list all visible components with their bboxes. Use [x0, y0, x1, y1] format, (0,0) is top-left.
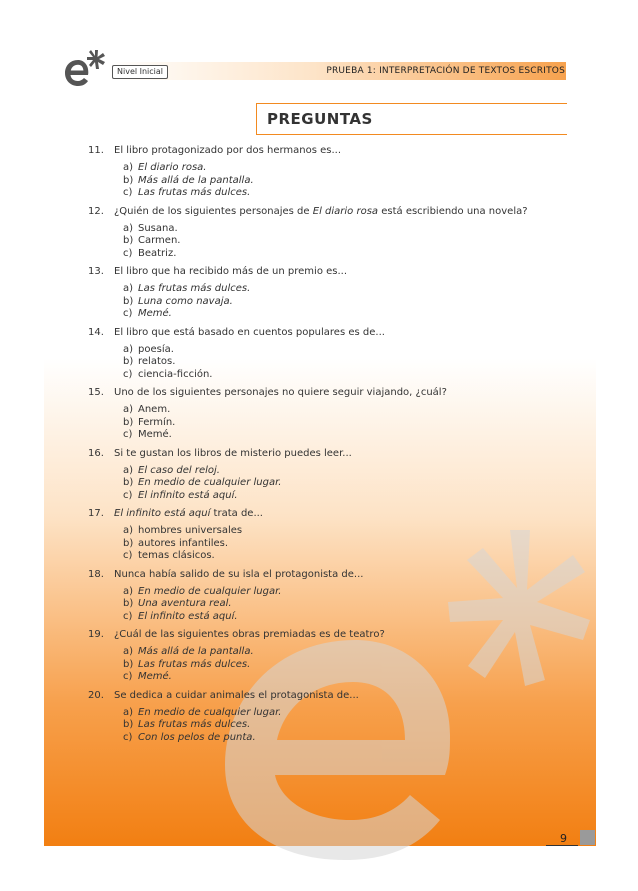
answer-option — [123, 598, 568, 611]
option-letter: b) — [123, 477, 134, 488]
option-text: El infinito está aquí. — [138, 610, 238, 622]
question-item — [88, 689, 568, 745]
answer-option — [123, 223, 568, 236]
answer-option — [123, 296, 568, 309]
answer-option — [123, 465, 568, 478]
edebe-logo-icon — [64, 48, 106, 88]
question-item — [88, 265, 568, 321]
question-list — [88, 144, 568, 749]
option-letter: b) — [123, 235, 134, 246]
question-item — [88, 205, 568, 261]
answer-option — [123, 586, 568, 599]
answer-option — [123, 538, 568, 551]
answer-options — [123, 162, 568, 200]
answer-option — [123, 308, 568, 321]
question-item — [88, 568, 568, 624]
option-letter: a) — [123, 404, 134, 415]
answer-option — [123, 235, 568, 248]
test-title: PRUEBA 1: INTERPRETACIÓN DE TEXTOS ESCRITOS — [326, 66, 565, 76]
option-text: relatos. — [138, 356, 176, 367]
question-text: trata de... — [210, 508, 263, 519]
option-text: Susana. — [138, 222, 178, 234]
option-text: El infinito está aquí. — [138, 489, 238, 501]
question-number: 14. — [88, 326, 104, 338]
question-number: 11. — [88, 145, 104, 156]
option-text: Las frutas más dulces. — [138, 283, 251, 294]
option-letter: a) — [123, 343, 134, 355]
page-number-marker — [580, 830, 595, 845]
option-letter: b) — [123, 719, 134, 730]
option-text: Memé. — [138, 308, 172, 319]
answer-option — [123, 248, 568, 261]
level-badge: Nivel Inicial — [112, 65, 168, 79]
question-row — [88, 205, 568, 218]
answer-option — [123, 671, 568, 684]
option-text: Beatriz. — [138, 247, 177, 259]
question-text: El libro protagonizado por dos hermanos es... — [114, 145, 342, 156]
question-text: Uno de los siguientes personajes no quiere seguir viajando, ¿cuál? — [114, 387, 447, 398]
question-text: El diario rosa — [312, 205, 379, 217]
answer-options — [123, 344, 568, 382]
option-text: Memé. — [138, 671, 172, 682]
option-letter: a) — [123, 525, 134, 536]
option-letter: a) — [123, 646, 134, 657]
answer-options — [123, 223, 568, 261]
option-letter: b) — [123, 295, 134, 307]
answer-option — [123, 417, 568, 430]
option-letter: a) — [123, 585, 134, 597]
option-letter: b) — [123, 537, 134, 549]
option-text: El diario rosa. — [138, 162, 207, 173]
option-text: temas clásicos. — [138, 550, 215, 561]
question-row — [88, 628, 568, 641]
question-row — [88, 144, 568, 157]
question-number: 12. — [88, 205, 104, 217]
question-number: 15. — [88, 387, 104, 398]
question-item — [88, 386, 568, 442]
page-number-rule — [546, 845, 578, 846]
question-item — [88, 144, 568, 200]
question-text: Si te gustan los libros de misterio puedes leer... — [114, 447, 352, 459]
question-item — [88, 507, 568, 563]
question-number: 20. — [88, 689, 104, 701]
option-letter: a) — [123, 464, 134, 476]
question-text: Nunca había salido de su isla el protagonista de... — [114, 568, 364, 580]
option-text: Memé. — [138, 429, 172, 440]
option-text: Con los pelos de punta. — [138, 731, 256, 743]
answer-option — [123, 344, 568, 357]
option-letter: c) — [123, 671, 133, 682]
question-text: está escribiendo una novela? — [378, 205, 528, 217]
answer-option — [123, 162, 568, 175]
option-text: Más allá de la pantalla. — [138, 646, 254, 657]
answer-option — [123, 732, 568, 745]
option-letter: b) — [123, 356, 134, 367]
option-text: autores infantiles. — [138, 537, 229, 549]
option-letter: c) — [123, 429, 133, 440]
option-text: Las frutas más dulces. — [138, 658, 251, 670]
question-item — [88, 326, 568, 382]
answer-option — [123, 490, 568, 503]
answer-options — [123, 283, 568, 321]
answer-option — [123, 429, 568, 442]
question-row — [88, 265, 568, 278]
answer-option — [123, 187, 568, 200]
option-text: hombres universales — [138, 525, 243, 536]
option-text: Las frutas más dulces. — [138, 719, 251, 730]
question-number: 18. — [88, 568, 104, 580]
answer-option — [123, 550, 568, 563]
question-text: ¿Cuál de las siguientes obras premiadas es de teatro? — [114, 629, 385, 640]
option-text: Carmen. — [138, 235, 181, 246]
answer-options — [123, 525, 568, 563]
option-text: Las frutas más dulces. — [138, 187, 251, 198]
option-letter: c) — [123, 610, 133, 622]
option-text: Una aventura real. — [138, 598, 232, 609]
question-text: ¿Quién de los siguientes personajes de — [114, 205, 313, 217]
answer-option — [123, 611, 568, 624]
answer-options — [123, 646, 568, 684]
question-text: Se dedica a cuidar animales el protagonista de... — [114, 689, 359, 701]
answer-options — [123, 404, 568, 442]
question-item — [88, 447, 568, 503]
question-number: 13. — [88, 266, 104, 277]
section-header — [256, 103, 567, 135]
option-letter: a) — [123, 222, 134, 234]
question-number: 17. — [88, 508, 104, 519]
option-letter: c) — [123, 187, 133, 198]
answer-options — [123, 586, 568, 624]
answer-option — [123, 646, 568, 659]
question-item — [88, 628, 568, 684]
option-text: En medio de cualquier lugar. — [138, 477, 282, 488]
answer-option — [123, 356, 568, 369]
section-title: PREGUNTAS — [267, 110, 373, 128]
option-letter: a) — [123, 283, 134, 294]
option-letter: c) — [123, 550, 133, 561]
question-row — [88, 507, 568, 520]
question-number: 16. — [88, 447, 104, 459]
answer-option — [123, 707, 568, 720]
option-text: poesía. — [138, 343, 174, 355]
question-text: El infinito está aquí — [114, 508, 211, 519]
option-text: En medio de cualquier lugar. — [138, 706, 282, 718]
option-letter: c) — [123, 489, 133, 501]
question-row — [88, 568, 568, 581]
option-letter: b) — [123, 174, 134, 186]
question-number: 19. — [88, 629, 104, 640]
answer-option — [123, 175, 568, 188]
answer-option — [123, 404, 568, 417]
option-text: Luna como navaja. — [138, 295, 233, 307]
option-text: En medio de cualquier lugar. — [138, 585, 282, 597]
answer-option — [123, 477, 568, 490]
answer-option — [123, 719, 568, 732]
option-text: Anem. — [138, 404, 171, 415]
option-letter: b) — [123, 416, 134, 428]
option-letter: a) — [123, 706, 134, 718]
answer-option — [123, 525, 568, 538]
option-text: ciencia-ficción. — [138, 368, 213, 380]
option-letter: c) — [123, 731, 133, 743]
question-row — [88, 447, 568, 460]
question-row — [88, 689, 568, 702]
answer-option — [123, 369, 568, 382]
answer-option — [123, 659, 568, 672]
answer-options — [123, 707, 568, 745]
answer-option — [123, 283, 568, 296]
option-letter: c) — [123, 308, 133, 319]
option-letter: c) — [123, 368, 133, 380]
option-text: Más allá de la pantalla. — [138, 174, 254, 186]
question-text: El libro que ha recibido más de un premio es... — [114, 266, 348, 277]
option-letter: c) — [123, 247, 133, 259]
option-text: El caso del reloj. — [138, 464, 220, 476]
option-letter: b) — [123, 598, 134, 609]
question-row — [88, 386, 568, 399]
option-letter: b) — [123, 658, 134, 670]
answer-options — [123, 465, 568, 503]
question-text: El libro que está basado en cuentos populares es de... — [114, 326, 385, 338]
page-number: 9 — [560, 832, 567, 845]
question-row — [88, 326, 568, 339]
option-text: Fermín. — [138, 416, 176, 428]
option-letter: a) — [123, 162, 134, 173]
